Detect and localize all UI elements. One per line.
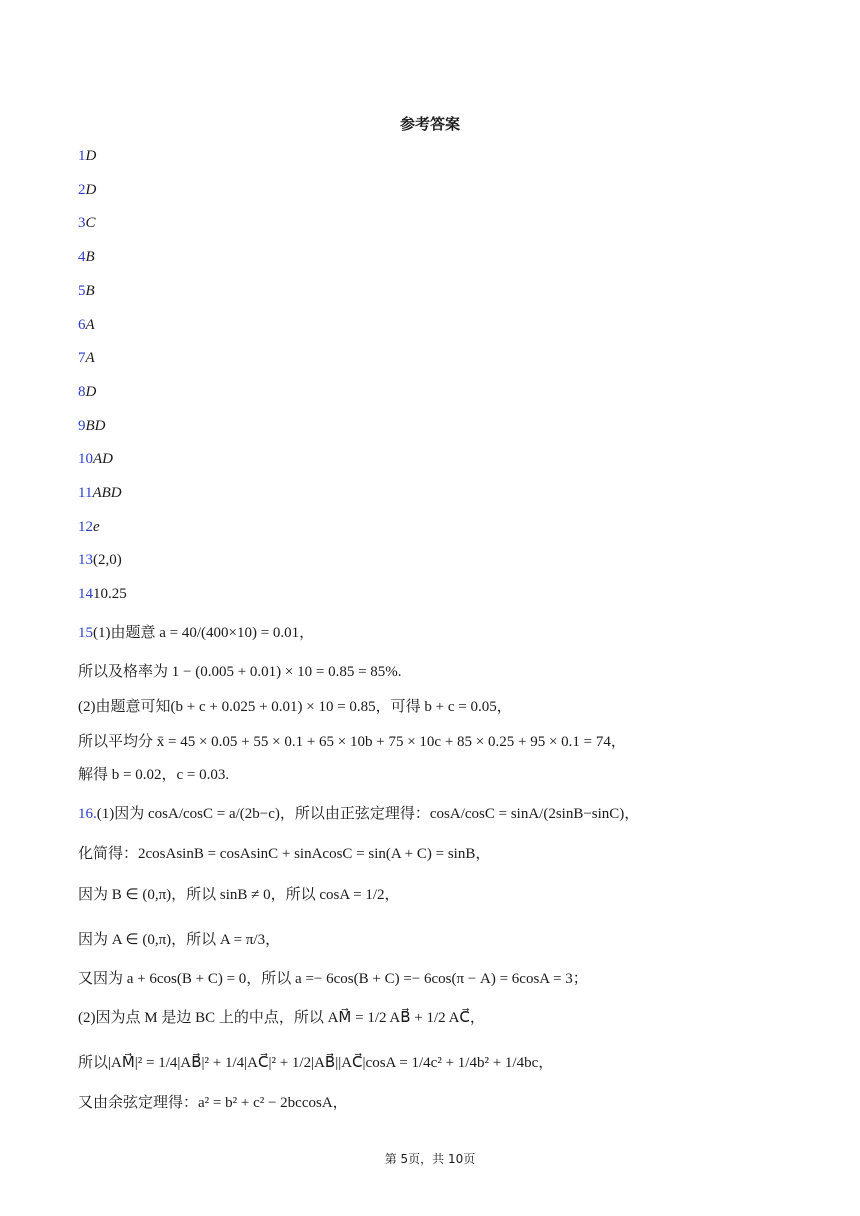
answer-row <box>78 348 95 368</box>
question-number: 9 <box>78 418 86 434</box>
q16-line-7: 所以|AM⃗|² = 1/4|AB⃗|² + 1/4|AC⃗|² + 1/2|AB⃗||AC⃗|cosA = 1/4c² + 1/4b² + 1/4bc， <box>78 1055 554 1071</box>
q16-line-4: 因为 A ∈ (0,π)，所以 A = π/3， <box>78 932 281 948</box>
answer-value: B <box>85 249 95 265</box>
answer-value: D <box>85 182 97 198</box>
answer-value: (2,0) <box>93 552 122 568</box>
question-number: 2 <box>78 182 86 198</box>
q16-line-1-text: (1)因为 cosA/cosC = a/(2b−c)，所以由正弦定理得：cosA/cosC = sinA/(2sinB−sinC)， <box>96 806 640 822</box>
question-number: 13 <box>78 552 93 568</box>
question-number: 14 <box>78 586 93 602</box>
question-number: 8 <box>78 384 86 400</box>
answer-row <box>78 146 96 166</box>
question-number: 16. <box>78 806 97 822</box>
q15-line-5: 解得 b = 0.02，c = 0.03. <box>78 767 230 783</box>
answer-row <box>78 483 122 503</box>
answer-row <box>78 213 96 233</box>
question-number: 4 <box>78 249 86 265</box>
question-number: 3 <box>78 215 86 231</box>
answer-value: D <box>85 384 97 400</box>
page-title: 参考答案 <box>399 115 460 133</box>
q15-line-2: 所以及格率为 1 − (0.005 + 0.01) × 10 = 0.85 = 85%. <box>78 664 402 680</box>
answer-value: B <box>85 283 95 299</box>
answer-row <box>78 449 113 469</box>
answer-row <box>78 247 95 267</box>
answer-row <box>78 517 100 537</box>
answer-row <box>78 382 96 402</box>
q16-line-6: (2)因为点 M 是边 BC 上的中点，所以 AM⃗ = 1/2 AB⃗ + 1/2 AC⃗， <box>78 1010 485 1026</box>
q16-line-2: 化简得：2cosAsinB = cosAsinC + sinAcosC = sin(A + C) = sinB， <box>78 846 491 862</box>
answer-value: A <box>85 350 95 366</box>
answer-value: BD <box>85 418 106 434</box>
q16-line-1 <box>78 804 639 824</box>
page-footer: 第 5页，共 10页 <box>384 1152 476 1166</box>
answer-row <box>78 315 95 335</box>
question-number: 5 <box>78 283 86 299</box>
q16-line-3: 因为 B ∈ (0,π)，所以 sinB ≠ 0，所以 cosA = 1/2， <box>78 887 400 903</box>
answer-value: AD <box>93 451 113 467</box>
question-number: 6 <box>78 317 86 333</box>
answer-value: C <box>85 215 96 231</box>
answer-row <box>78 416 106 436</box>
q15-line-4: 所以平均分 x̄ = 45 × 0.05 + 55 × 0.1 + 65 × 10b + 75 × 10c + 85 × 0.25 + 95 × 0.1 = 74， <box>78 734 626 750</box>
answer-row <box>78 550 122 570</box>
answer-value: ABD <box>92 485 122 501</box>
q16-line-5: 又因为 a + 6cos(B + C) = 0，所以 a =− 6cos(B + C) =− 6cos(π − A) = 6cosA = 3； <box>78 971 588 987</box>
q16-line-8: 又由余弦定理得：a² = b² + c² − 2bccosA， <box>78 1095 348 1111</box>
question-number: 10 <box>78 451 93 467</box>
answer-value: D <box>85 148 97 164</box>
answer-value: 10.25 <box>93 586 127 602</box>
q15-line-1 <box>78 623 314 643</box>
answer-row <box>78 281 95 301</box>
answer-value: e <box>93 519 100 535</box>
answer-row <box>78 180 96 200</box>
answer-value: A <box>85 317 95 333</box>
question-number: 11 <box>78 485 93 501</box>
question-number: 12 <box>78 519 93 535</box>
question-number: 15 <box>78 625 93 641</box>
q15-line-1-text: (1)由题意 a = 40/(400×10) = 0.01， <box>93 625 315 641</box>
question-number: 1 <box>78 148 86 164</box>
answer-row <box>78 584 127 604</box>
q15-line-3: (2)由题意可知(b + c + 0.025 + 0.01) × 10 = 0.85，可得 b + c = 0.05， <box>78 699 512 715</box>
question-number: 7 <box>78 350 86 366</box>
